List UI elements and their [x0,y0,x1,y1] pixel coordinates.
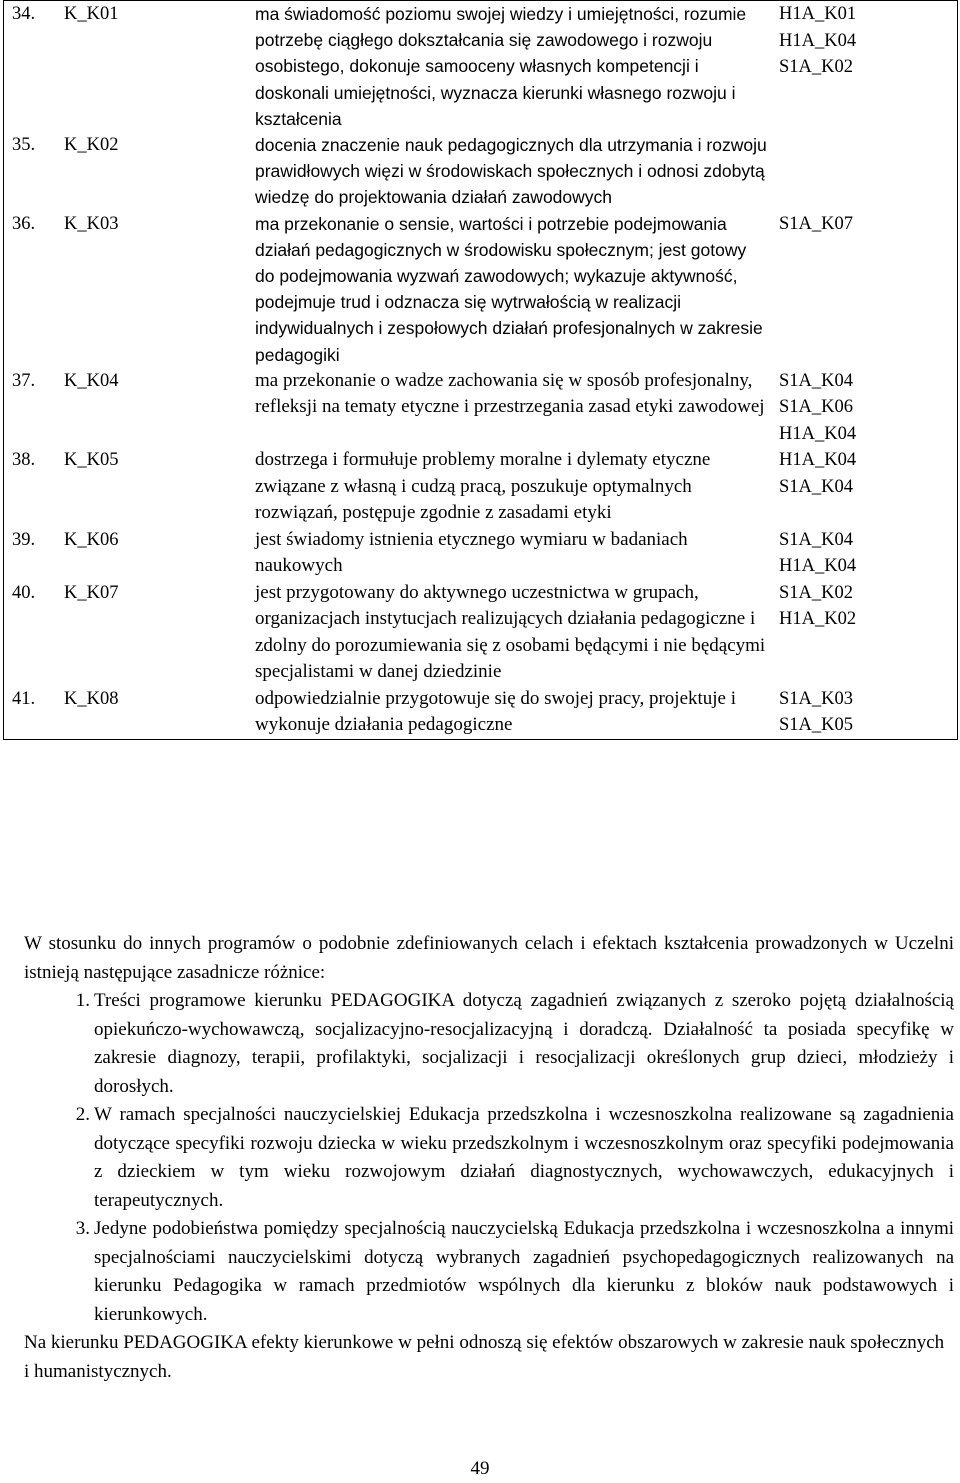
outcome-reference-cell [768,447,958,527]
outcome-description-cell [249,1,768,133]
list-item-number: 3. [75,1218,90,1239]
list-item-number: 2. [75,1104,90,1125]
area-outcome-code: S1A_K07 [779,213,854,234]
list-item-number: 1. [75,990,90,1011]
outcome-reference-cell [768,132,958,211]
outcome-id-cell [4,1,250,133]
list-item-text: Treści programowe kierunku PEDAGOGIKA dotyczą zagadnień związanych z szeroko pojętą działalnością opiekuńczo-wychowawczą, socjalizacyjno-resocjalizacyjną i doradczą. Działalność ta posiada specyfikę w zakresie diagnozy, terapii, profilaktyki, socjalizacji i resocjalizacji określonych grup dzieci, młodzieży i dorosłych. [94,990,954,1097]
outcome-description: odpowiedzialnie przygotowuje się do swojej pracy, projektuje i wykonuje działania pedagogiczne [255,687,737,736]
outcome-number: 34. [12,4,36,24]
outcome-number: 35. [12,135,36,156]
outcome-description: ma świadomość poziomu swojej wiedzy i umiejętności, rozumie potrzebę ciągłego dokształcania się zawodowego i rozwoju osobistego, dokonuje samooceny własnych kompetencji i doskonali umiejętności, wyznacza kierunki własnego rozwoju i kształcenia [255,4,747,129]
outcome-id-cell [4,132,250,211]
outcome-description: docenia znaczenie nauk pedagogicznych dla utrzymania i rozwoju prawidłowych więzi w środowiskach społecznych i odnosi zdobytą wiedzę do projektowania działań zawodowych [255,135,767,208]
table-row [4,368,958,448]
list-item [24,1215,954,1329]
learning-outcomes-table [3,0,958,740]
outcome-id-cell [4,527,250,580]
outcome-code: K_K08 [64,688,119,709]
outcome-description: dostrzega i formułuje problemy moralne i dylematy etyczne związane z własną i cudzą pracą, poszukuje optymalnych rozwiązań, postępuje zgodnie z zasadami etyki [255,449,711,524]
intro-paragraph: W stosunku do innych programów o podobnie zdefiniowanych celach i efektach kształcenia prowadzonych w Uczelni istnieją następujące zasadnicze różnice: [24,933,954,983]
outcome-reference-cell [768,211,958,368]
area-outcome-code: S1A_K04 [779,529,854,550]
outcome-code: K_K06 [64,529,119,550]
outcome-code: K_K05 [64,450,119,471]
table-row [4,132,958,211]
outcome-code: K_K07 [64,582,119,603]
page-number: 49 [470,1458,490,1479]
area-outcome-code: H1A_K04 [779,556,857,577]
area-outcome-code: S1A_K06 [779,397,854,418]
outcome-code: K_K03 [64,213,119,234]
outcome-id-cell [4,211,250,368]
outcome-reference-cell [768,527,958,580]
outcome-code: K_K01 [64,4,119,24]
outcome-number: 37. [12,370,36,391]
outcome-description: ma przekonanie o sensie, wartości i potrzebie podejmowania działań pedagogicznych w środowisku społecznym; jest gotowy do podejmowania wyzwań zawodowych; wykazuje aktywność, podejmuje trud i odznacza się wytrwałością w realizacji indywidualnych i zespołowych działań profesjonalnych w zakresie pedagogiki [255,213,763,365]
outcome-number: 38. [12,450,36,471]
outcome-description-cell [249,211,768,368]
outcome-reference-cell [768,686,958,740]
outcome-id-cell [4,686,250,740]
area-outcome-code: S1A_K03 [779,688,854,709]
outcome-code: K_K02 [64,135,119,156]
outcome-number: 40. [12,582,36,603]
area-outcome-code: S1A_K05 [779,715,854,736]
table-row [4,527,958,580]
list-item [24,1101,954,1215]
differences-list [24,987,954,1329]
outcome-description: jest przygotowany do aktywnego uczestnictwa w grupach, organizacjach instytucjach realizujących działania pedagogiczne i zdolny do porozumiewania się z osobami będącymi i nie będącymi specjalistami w danej dziedzinie [255,581,766,683]
outcome-reference-cell [768,580,958,686]
area-outcome-code: H1A_K04 [779,30,857,51]
outcome-id-cell [4,447,250,527]
area-outcome-code: H1A_K02 [779,609,857,630]
table-row [4,1,958,133]
table-row [4,580,958,686]
area-outcome-code: H1A_K04 [779,423,857,444]
outcome-description: ma przekonanie o wadze zachowania się w sposób profesjonalny, refleksji na tematy etyczne i przestrzegania zasad etyki zawodowej [255,369,765,418]
list-item-text: W ramach specjalności nauczycielskiej Edukacja przedszkolna i wczesnoszkolna realizowane są zagadnienia dotyczące specyfiki rozwoju dziecka w wieku przedszkolnym i wczesnoszkolnym oraz specyfiki podejmowania z dzieckiem w tym wieku rozwojowym działań diagnostycznych, wychowawczych, edukacyjnych i terapeutycznych. [94,1104,954,1211]
outcome-id-cell [4,368,250,448]
table-row [4,447,958,527]
area-outcome-code: S1A_K04 [779,370,854,391]
outcome-number: 41. [12,688,36,709]
outcome-description-cell [249,447,768,527]
outcome-description-cell [249,527,768,580]
outcome-number: 36. [12,213,36,234]
outcome-reference-cell [768,368,958,448]
outcome-description-cell [249,686,768,740]
document-body [24,930,954,1386]
area-outcome-code: S1A_K04 [779,476,854,497]
outcome-description-cell [249,368,768,448]
list-item [24,987,954,1101]
area-outcome-code: S1A_K02 [779,57,854,77]
area-outcome-code: S1A_K02 [779,582,854,603]
closing-paragraph: Na kierunku PEDAGOGIKA efekty kierunkowe w pełni odnoszą się efektów obszarowych w zakresie nauk społecznych i humanistycznych. [24,1332,945,1382]
outcome-description-cell [249,580,768,686]
outcome-number: 39. [12,529,36,550]
outcome-reference-cell [768,1,958,133]
table-row [4,211,958,368]
outcome-id-cell [4,580,250,686]
area-outcome-code: H1A_K01 [779,4,857,24]
area-outcome-code: H1A_K04 [779,450,857,471]
list-item-text: Jedyne podobieństwa pomiędzy specjalnością nauczycielską Edukacja przedszkolna i wczesnoszkolna a innymi specjalnościami nauczycielskimi dotyczą wybranych zagadnień psychopedagogicznych realizowanych na kierunku Pedagogika w ramach przedmiotów wspólnych dla kierunku z bloków nauk podstawowych i kierunkowych. [94,1218,954,1325]
outcome-description: jest świadomy istnienia etycznego wymiaru w badaniach naukowych [255,528,688,577]
outcome-description-cell [249,132,768,211]
outcome-code: K_K04 [64,370,119,391]
table-row [4,686,958,740]
